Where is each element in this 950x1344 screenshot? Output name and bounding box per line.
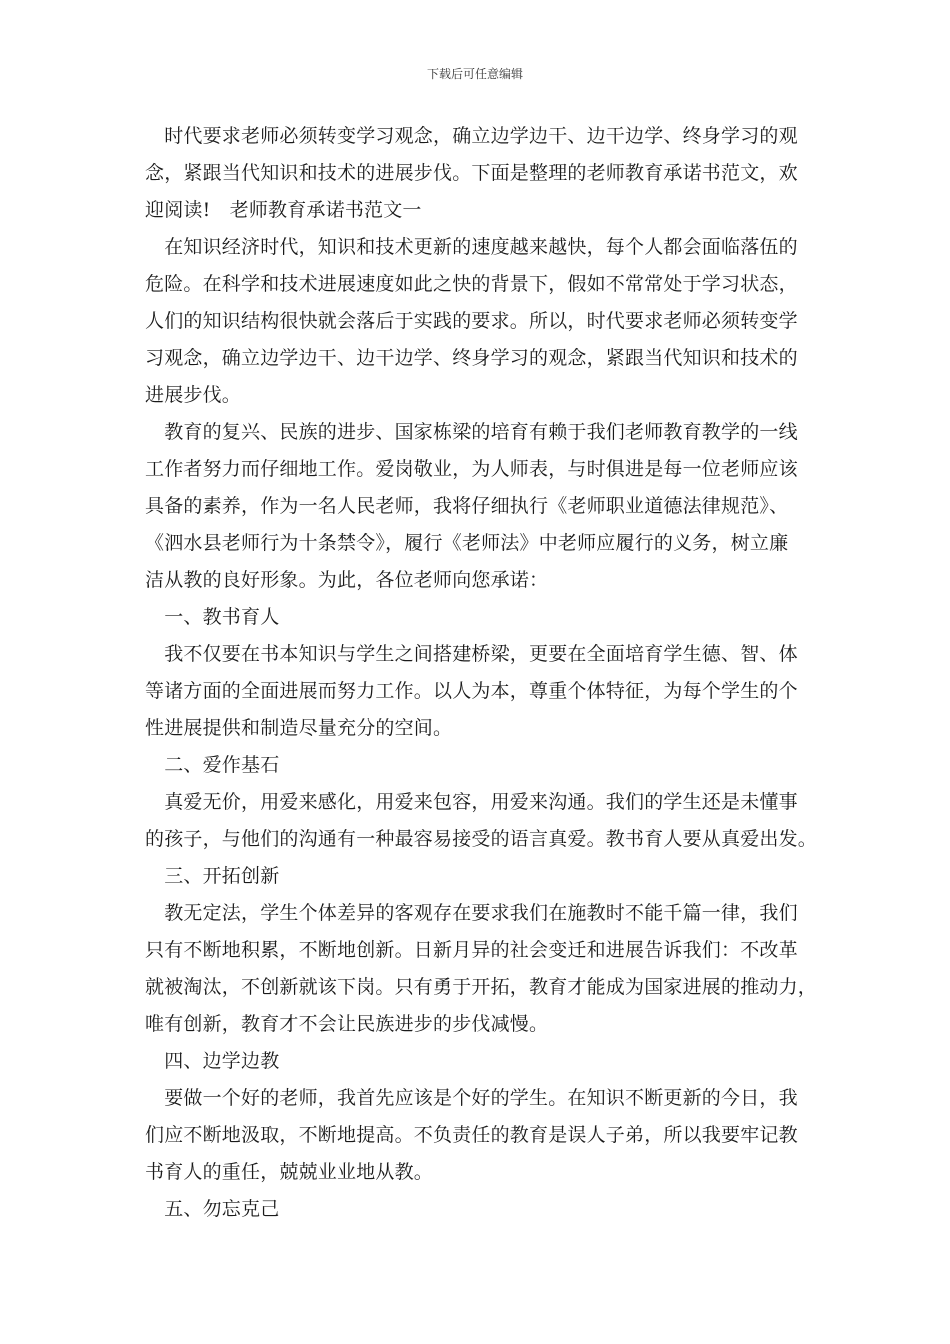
text-line: 真爱无价，用爱来感化，用爱来包容，用爱来沟通。我们的学生还是未懂事 — [145, 791, 798, 813]
text-line: 洁从教的良好形象。为此，各位老师向您承诺： — [145, 569, 549, 591]
section-heading: 五、勿忘克己 — [145, 1198, 280, 1220]
text-line: 等诸方面的全面进展而努力工作。以人为本，尊重个体特征，为每个学生的个 — [145, 680, 798, 702]
text-line: 我不仅要在书本知识与学生之间搭建桥梁，更要在全面培育学生德、智、体 — [145, 643, 798, 665]
text-line: 教无定法，学生个体差异的客观存在要求我们在施教时不能千篇一律，我们 — [145, 902, 798, 924]
text-line: 就被淘汰，不创新就该下岗。只有勇于开拓，教育才能成为国家进展的推动力， — [145, 976, 818, 998]
text-line: 唯有创新，教育才不会让民族进步的步伐减慢。 — [145, 1013, 549, 1035]
text-line: 性进展提供和制造尽量充分的空间。 — [145, 717, 453, 739]
section-heading: 一、教书育人 — [145, 606, 280, 628]
section-heading: 二、爱作基石 — [145, 754, 280, 776]
text-line: 时代要求老师必须转变学习观念，确立边学边干、边干边学、终身学习的观 — [145, 125, 798, 147]
text-line: 只有不断地积累，不断地创新。日新月异的社会变迁和进展告诉我们：不改革 — [145, 939, 798, 961]
text-line: 念，紧跟当代知识和技术的进展步伐。下面是整理的老师教育承诺书范文，欢 — [145, 162, 798, 184]
text-line: 书育人的重任，兢兢业业地从教。 — [145, 1161, 434, 1183]
text-line: 危险。在科学和技术进展速度如此之快的背景下，假如不常常处于学习状态， — [145, 273, 798, 295]
text-line: 《泗水县老师行为十条禁令》，履行《老师法》中老师应履行的义务，树立廉 — [145, 532, 789, 554]
section-heading: 四、边学边教 — [145, 1050, 280, 1072]
text-line: 教育的复兴、民族的进步、国家栋梁的培育有赖于我们老师教育教学的一线 — [145, 421, 798, 443]
text-line: 要做一个好的老师，我首先应该是个好的学生。在知识不断更新的今日，我 — [145, 1087, 798, 1109]
text-line: 们应不断地汲取，不断地提高。不负责任的教育是误人子弟，所以我要牢记教 — [145, 1124, 798, 1146]
text-line: 迎阅读! 老师教育承诺书范文一 — [145, 199, 422, 221]
text-line: 进展步伐。 — [145, 384, 242, 406]
text-line: 的孩子，与他们的沟通有一种最容易接受的语言真爱。教书育人要从真爱出发。 — [145, 828, 818, 850]
document-body — [145, 118, 818, 1228]
text-line: 在知识经济时代，知识和技术更新的速度越来越快，每个人都会面临落伍的 — [145, 236, 798, 258]
text-line: 具备的素养，作为一名人民老师，我将仔细执行《老师职业道德法律规范》、 — [145, 495, 789, 517]
section-heading: 三、开拓创新 — [145, 865, 280, 887]
text-line: 工作者努力而仔细地工作。爱岗敬业，为人师表，与时俱进是每一位老师应该 — [145, 458, 798, 480]
text-line: 习观念，确立边学边干、边干边学、终身学习的观念，紧跟当代知识和技术的 — [145, 347, 798, 369]
text-line: 人们的知识结构很快就会落后于实践的要求。所以，时代要求老师必须转变学 — [145, 310, 798, 332]
page-header: 下载后可任意编辑 — [426, 67, 523, 81]
